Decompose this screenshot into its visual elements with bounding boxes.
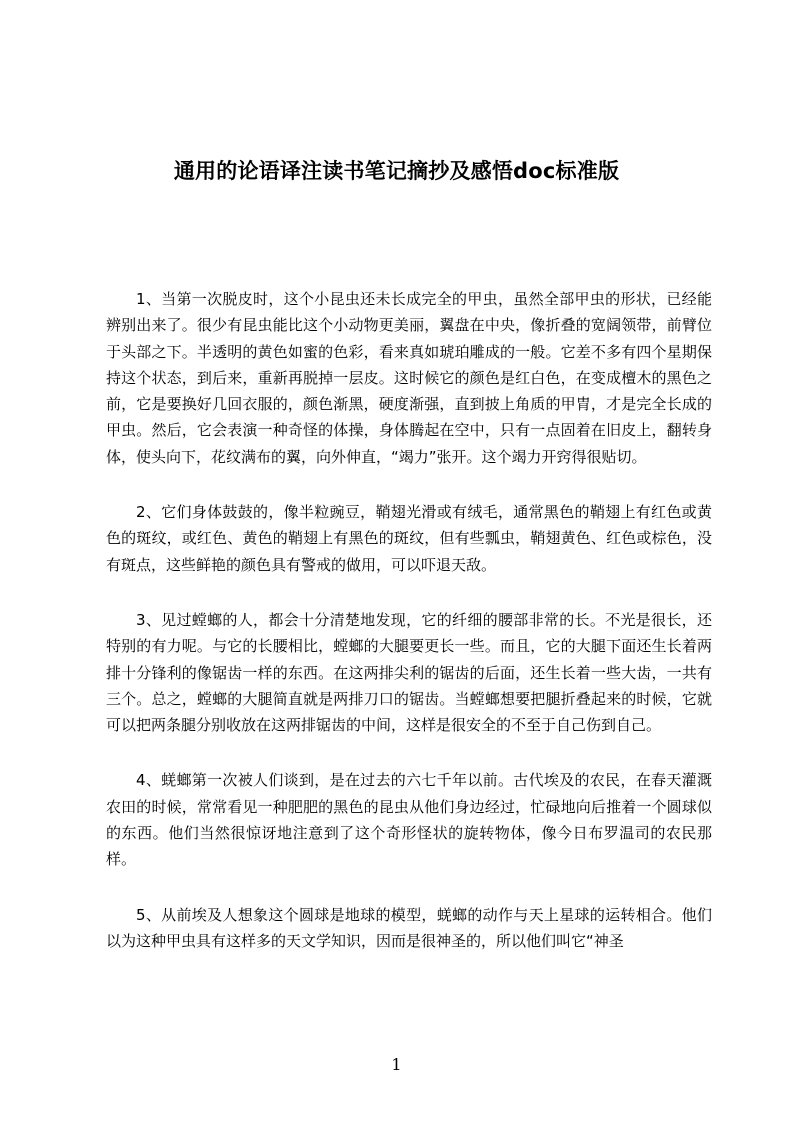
paragraph-3: 3、见过螳螂的人，都会十分清楚地发现，它的纤细的腰部非常的长。不光是很长，还特别的有力呢。与它的长腰相比，螳螂的大腿要更长一些。而且，它的大腿下面还生长着两排十分锋利的像锯齿一样的东西。在这两排尖利的锯齿的后面，还生长着一些大齿，一共有三个。总之，螳螂的大腿简直就是两排刀口的锯齿。当螳螂想要把腿折叠起来的时候，它就可以把两条腿分别收放在这两排锯齿的中间，这样是很安全的不至于自己伤到自己。: [106, 610, 712, 735]
page-number: 1: [391, 1055, 402, 1074]
document-body: [106, 286, 712, 983]
paragraph-2: 2、它们身体鼓鼓的，像半粒豌豆，鞘翅光滑或有绒毛，通常黑色的鞘翅上有红色或黄色的斑纹，或红色、黄色的鞘翅上有黑色的斑纹，但有些瓢虫，鞘翅黄色、红色或棕色，没有斑点，这些鲜艳的颜色具有警戒的做用，可以吓退天敌。: [106, 503, 712, 574]
paragraph-5: 5、从前埃及人想象这个圆球是地球的模型，蜣螂的动作与天上星球的运转相合。他们以为这种甲虫具有这样多的天文学知识，因而是很神圣的，所以他们叫它“神圣: [106, 905, 712, 950]
paragraph-4: 4、蜣螂第一次被人们谈到，是在过去的六七千年以前。古代埃及的农民，在春天灌溉农田的时候，常常看见一种肥肥的黑色的昆虫从他们身边经过，忙碌地向后推着一个圆球似的东西。他们当然很惊讶地注意到了这个奇形怪状的旋转物体，像今日布罗温司的农民那样。: [106, 771, 712, 869]
paragraph-1: 1、当第一次脱皮时，这个小昆虫还未长成完全的甲虫，虽然全部甲虫的形状，已经能辨别出来了。很少有昆虫能比这个小动物更美丽，翼盘在中央，像折叠的宽阔领带，前臂位于头部之下。半透明的黄色如蜜的色彩，看来真如琥珀雕成的一般。它差不多有四个星期保持这个状态，到后来，重新再脱掉一层皮。这时候它的颜色是红白色，在变成檀木的黑色之前，它是要换好几回衣服的，颜色渐黑，硬度渐强，直到披上角质的甲胄，才是完全长成的甲虫。然后，它会表演一种奇怪的体操，身体腾起在空中，只有一点固着在旧皮上，翻转身体，使头向下，花纹满布的翼，向外伸直，“竭力”张开。这个竭力开窍得很贴切。: [106, 290, 712, 466]
document-title: 通用的论语译注读书笔记摘抄及感悟doc标准版: [173, 159, 620, 184]
